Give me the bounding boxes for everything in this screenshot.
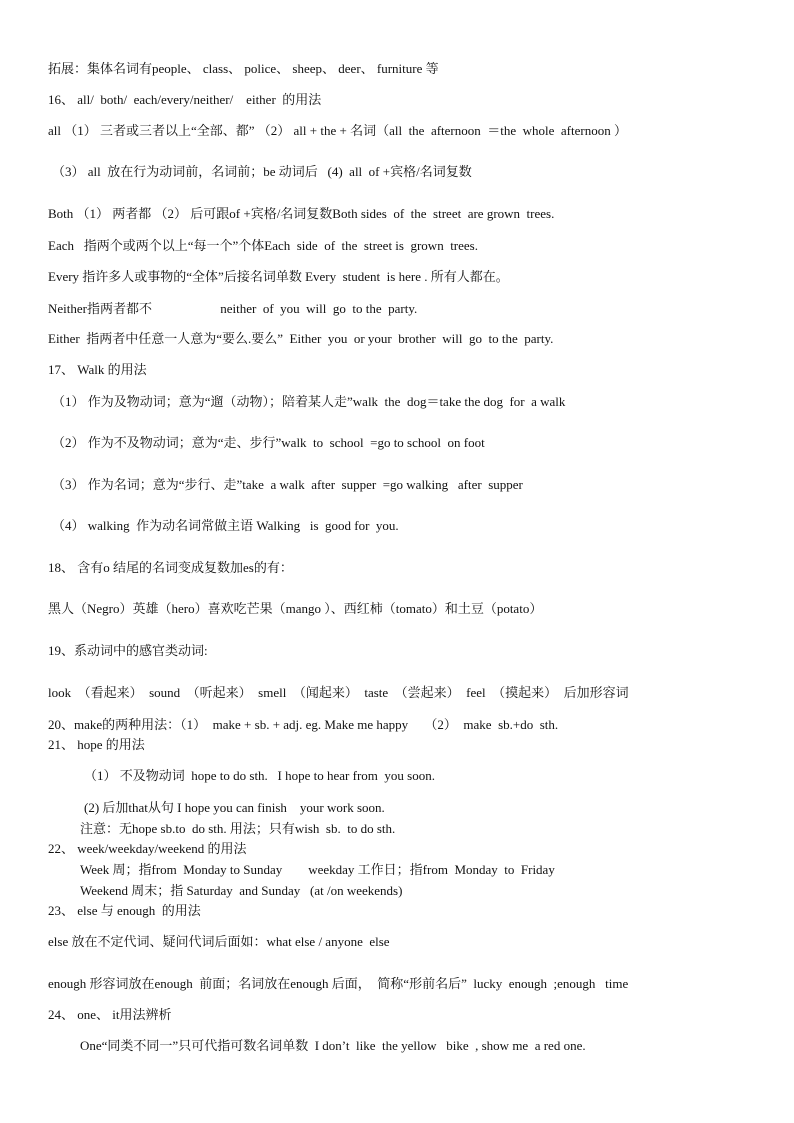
walk-usage-3: （3） 作为名词；意为“步行、走”take a walk after supper =go walking after supper (52, 477, 523, 492)
walk-usage-1: （1） 作为及物动词；意为“遛（动物）；陪着某人走”walk the dog＝take the dog for a walk (52, 394, 566, 409)
heading-20: 20、make的两种用法：（1） make + sb. + adj. eg. Make me happy （2） make sb.+do sth. (48, 717, 559, 732)
heading-17: 17、 Walk 的用法 (48, 362, 147, 377)
either-usage: Either 指两者中任意一人意为“要么.要么” Either you or your brother will go to the party. (48, 331, 554, 346)
heading-16: 16、 all/ both/ each/every/neither/ either 的用法 (48, 92, 322, 107)
hope-usage-2: (2) 后加that从句 I hope you can finish your work soon. (84, 800, 385, 815)
one-usage: One“同类不同一”只可代指可数名词单数 I don’t like the yellow bike , show me a red one. (80, 1038, 586, 1053)
heading-21: 21、 hope 的用法 (48, 737, 145, 752)
walk-usage-4: （4） walking 作为动名词常做主语 Walking is good for you. (52, 518, 399, 533)
each-usage: Each 指两个或两个以上“每一个”个体Each side of the street is grown trees. (48, 238, 478, 253)
else-usage: else 放在不定代词、疑问代词后面如：what else / anyone else (48, 934, 390, 949)
heading-23: 23、 else 与 enough 的用法 (48, 903, 201, 918)
weekend: Weekend 周末；指 Saturday and Sunday (at /on weekends) (80, 883, 403, 898)
heading-19: 19、系动词中的感官类动词: (48, 643, 208, 658)
hope-usage-1: （1） 不及物动词 hope to do sth. I hope to hear from you soon. (84, 768, 435, 783)
heading-24: 24、 one、 it用法辨析 (48, 1007, 172, 1022)
walk-usage-2: （2） 作为不及物动词；意为“走、步行”walk to school =go to school on foot (52, 435, 485, 450)
heading-22: 22、 week/weekday/weekend 的用法 (48, 841, 247, 856)
every-usage: Every 指许多人或事物的“全体”后接名词单数 Every student is here . 所有人都在。 (48, 269, 509, 284)
neither-usage: Neither指两者都不 neither of you will go to the party. (48, 301, 418, 316)
hope-note: 注意：无hope sb.to do sth. 用法；只有wish sb. to do sth. (80, 821, 396, 836)
sense-verbs: look （看起来） sound （听起来） smell （闻起来） taste （尝起来） feel （摸起来） 后加形容词 (48, 685, 629, 700)
week-weekday: Week 周；指from Monday to Sunday weekday 工作日；指from Monday to Friday (80, 862, 555, 877)
o-ending-nouns: 黑人（Negro）英雄（hero）喜欢吃芒果（mango ）、西红柿（tomato）和土豆（potato） (48, 601, 543, 616)
enough-usage: enough 形容词放在enough 前面；名词放在enough 后面， 简称“形前名后” lucky enough ;enough time (48, 976, 629, 991)
heading-18: 18、 含有o 结尾的名词变成复数加es的有： (48, 560, 293, 575)
both-usage: Both （1） 两者都 （2） 后可跟of +宾格/名词复数Both sides of the street are grown trees. (48, 206, 555, 221)
all-usage-1-2: all （1） 三者或三者以上“全部、都” （2） all + the + 名词（all the afternoon ＝the whole afternoon ） (48, 123, 627, 138)
all-usage-3-4: （3） all 放在行为动词前，名词前；be 动词后 (4) all of +宾格/名词复数 (52, 164, 472, 179)
tuozhan-collective-nouns: 拓展：集体名词有people、 class、 police、 sheep、 deer、 furniture 等 (48, 61, 439, 76)
